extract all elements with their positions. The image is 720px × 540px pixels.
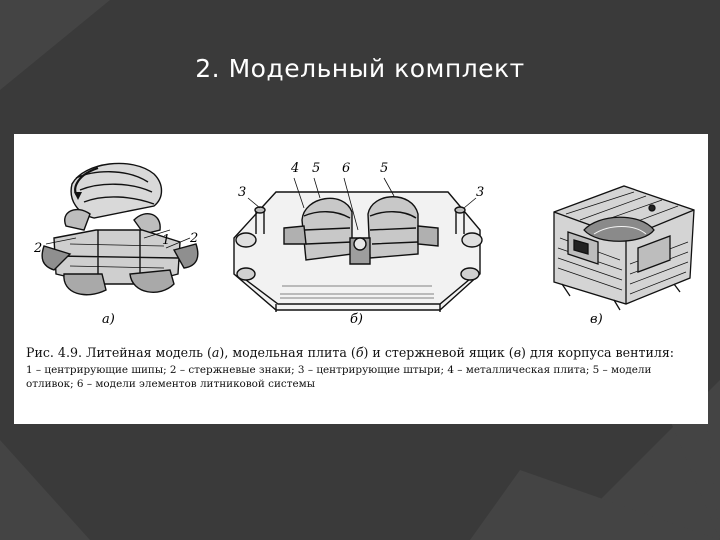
caption-title: Рис. 4.9. Литейная модель (а), модельная плита (б) и стержневой ящик (в) для корпуса вентиля: — [26, 345, 675, 360]
slide-title: 2. Модельный комплект — [195, 54, 525, 83]
figure-caption — [26, 344, 698, 391]
callout-4-b: 4 — [291, 161, 300, 176]
callout-5-b-right: 5 — [380, 161, 389, 176]
casting-pattern-drawing — [42, 163, 198, 294]
callout-6-b: 6 — [342, 161, 351, 176]
callout-1-a: 1 — [162, 233, 171, 248]
callout-3-b-left: 3 — [238, 185, 247, 200]
pattern-plate-drawing — [234, 178, 485, 312]
callout-2-a-left: 2 — [34, 241, 43, 256]
callout-2-a-right: 2 — [190, 231, 199, 246]
callout-3-b-right: 3 — [476, 185, 485, 200]
figure-panel — [14, 134, 708, 424]
sub-label-a: а) — [102, 312, 115, 327]
caption-legend: 1 – центрирующие шипы; 2 – стержневые знаки; 3 – центрирующие штыри; 4 – металлическая плита; 5 – модели отливок; 6 – модели элементов литниковой системы — [26, 364, 652, 390]
sub-label-c: в) — [590, 312, 603, 327]
sub-label-b: б) — [350, 312, 364, 327]
core-box-drawing — [554, 186, 694, 310]
callout-5-b-left: 5 — [312, 161, 321, 176]
